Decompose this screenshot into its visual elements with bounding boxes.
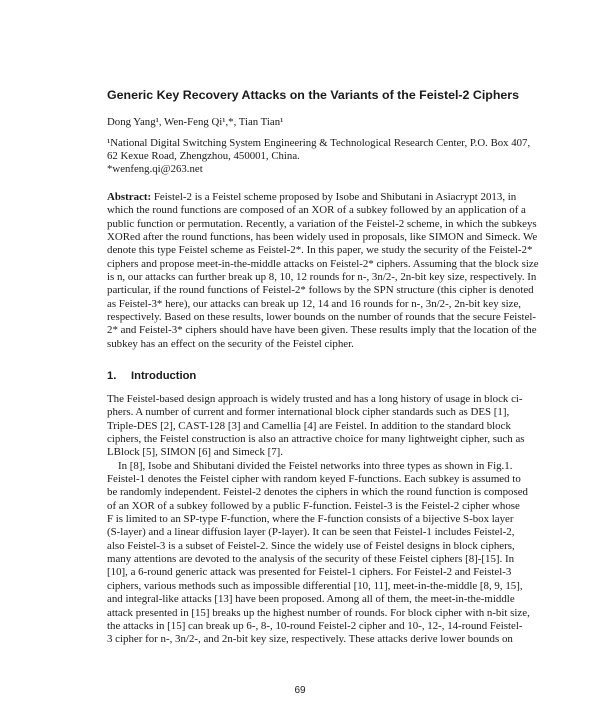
introduction-body — [107, 393, 530, 647]
abstract-line: public function or permutation. Recently, a variation of the Feistel-2 scheme, in which the subkeys — [107, 217, 537, 230]
paragraph-line: In [8], Isobe and Shibutani divided the Feistel networks into three types as shown in Fig.1. — [118, 459, 513, 472]
abstract-line: subkey has an effect on the security of the Feistel cipher. — [107, 337, 354, 350]
paragraph-line: F is limited to an SP-type F-function, where the F-function consists of a bijective S-box layer — [107, 513, 514, 526]
abstract-label: Abstract: — [107, 191, 152, 203]
paper-title: Generic Key Recovery Attacks on the Variants of the Feistel-2 Ciphers — [107, 88, 520, 102]
paragraph-line: [10], a 6-round generic attack was presented for Feistel-1 ciphers. For Feistel-2 and Feistel-3 — [107, 566, 512, 579]
abstract-line: ciphers and propose meet-in-the-middle attacks on Feistel-2* ciphers. Assuming that the block size — [107, 257, 539, 270]
paragraph-line: of an XOR of a subkey followed by a public F-function. Feistel-3 is the Feistel-2 cipher whose — [107, 499, 520, 512]
paragraph-line: attack presented in [15] breaks up the highest number of rounds. For block cipher with n-bit size, — [107, 606, 530, 619]
paragraph-line: LBlock [5], SIMON [6] and Simeck [7]. — [107, 446, 284, 459]
paragraph-line: be randomly independent. Feistel-2 denotes the ciphers in which the round function is composed — [107, 486, 529, 499]
abstract-line: 2* and Feistel-3* ciphers should have have been given. These results imply that the location of the — [107, 324, 537, 337]
section-number: 1. — [107, 370, 117, 382]
paragraph-line: the attacks in [15] can break up 6-, 8-, 10-round Feistel-2 cipher and 10-, 12-, 14-round Feistel- — [107, 619, 523, 632]
paragraph-line: also Feistel-3 is a subset of Feistel-2. Since the widely use of Feistel designs in block ciphers, — [107, 539, 515, 552]
paragraph-line: phers. A number of current and former international block cipher standards such as DES [1], — [107, 406, 510, 419]
section-heading-introduction — [107, 370, 196, 382]
abstract-line: denote this type Feistel scheme as Feistel-2*. In this paper, we study the security of the Feistel-2* — [107, 244, 533, 257]
section-title: Introduction — [131, 370, 197, 382]
abstract-line: which the round functions are composed of an XOR of a subkey followed by an application of a — [107, 204, 526, 217]
email-line: *wenfeng.qi@263.net — [107, 163, 203, 175]
abstract-line: XORed after the round functions, has been widely used in proposals, like SIMON and Simeck. We — [107, 231, 538, 244]
paragraph-line: ciphers, various methods such as impossible differential [10, 11], meet-in-the-middle [8, 9, 15], — [107, 579, 523, 592]
abstract-line: as Feistel-3* here), our attacks can break up 12, 14 and 16 rounds for n-, 3n/2-, 2n-bit key size, — [107, 297, 522, 310]
abstract-line — [107, 191, 517, 204]
abstract — [107, 191, 539, 351]
abstract-text: Feistel-2 is a Feistel scheme proposed by Isobe and Shibutani in Asiacrypt 2013, in — [151, 191, 517, 203]
page-number: 69 — [294, 685, 306, 696]
paragraph-line: 3 cipher for n-, 3n/2-, and 2n-bit key size, respectively. These attacks derive lower bounds on — [107, 633, 513, 646]
paragraph-line: Triple-DES [2], CAST-128 [3] and Camellia [4] are Feistel. In addition to the standard block — [107, 419, 511, 432]
author-list: Dong Yang¹, Wen-Feng Qi¹,*, Tian Tian¹ — [107, 116, 284, 128]
abstract-line: particular, if the round functions of Feistel-2* follows by the SPN structure (this cipher is denoted — [107, 284, 534, 297]
paragraph-line: and integral-like attacks [13] have been proposed. Among all of them, the meet-in-the-middle — [107, 593, 515, 606]
paragraph-line: (S-layer) and a linear diffusion layer (P-layer). It can be seen that Feistel-1 includes Feistel-2, — [107, 526, 515, 539]
paragraph-line: many attentions are devoted to the analysis of the security of these Feistel ciphers [8]-[15]. In — [107, 553, 515, 566]
affiliation-line: ¹National Digital Switching System Engineering & Technological Research Center, P.O. Box 407, — [107, 137, 531, 149]
abstract-line: respectively. Based on these results, lower bounds on the number of rounds that the secure Feistel- — [107, 311, 537, 324]
paragraph-line: ciphers, the Feistel construction is also an attractive choice for many lightweight cipher, such as — [107, 433, 525, 446]
paragraph-line: Feistel-1 denotes the Feistel cipher with random keyed F-functions. Each subkey is assumed to — [107, 473, 521, 486]
affiliation-line: 62 Kexue Road, Zhengzhou, 450001, China. — [107, 150, 300, 162]
paragraph-line: The Feistel-based design approach is widely trusted and has a long history of usage in block ci- — [107, 393, 523, 405]
abstract-line: is n, our attacks can further break up 8, 10, 12 rounds for n-, 3n/2-, 2n-bit key size, respectively. In — [107, 271, 537, 284]
